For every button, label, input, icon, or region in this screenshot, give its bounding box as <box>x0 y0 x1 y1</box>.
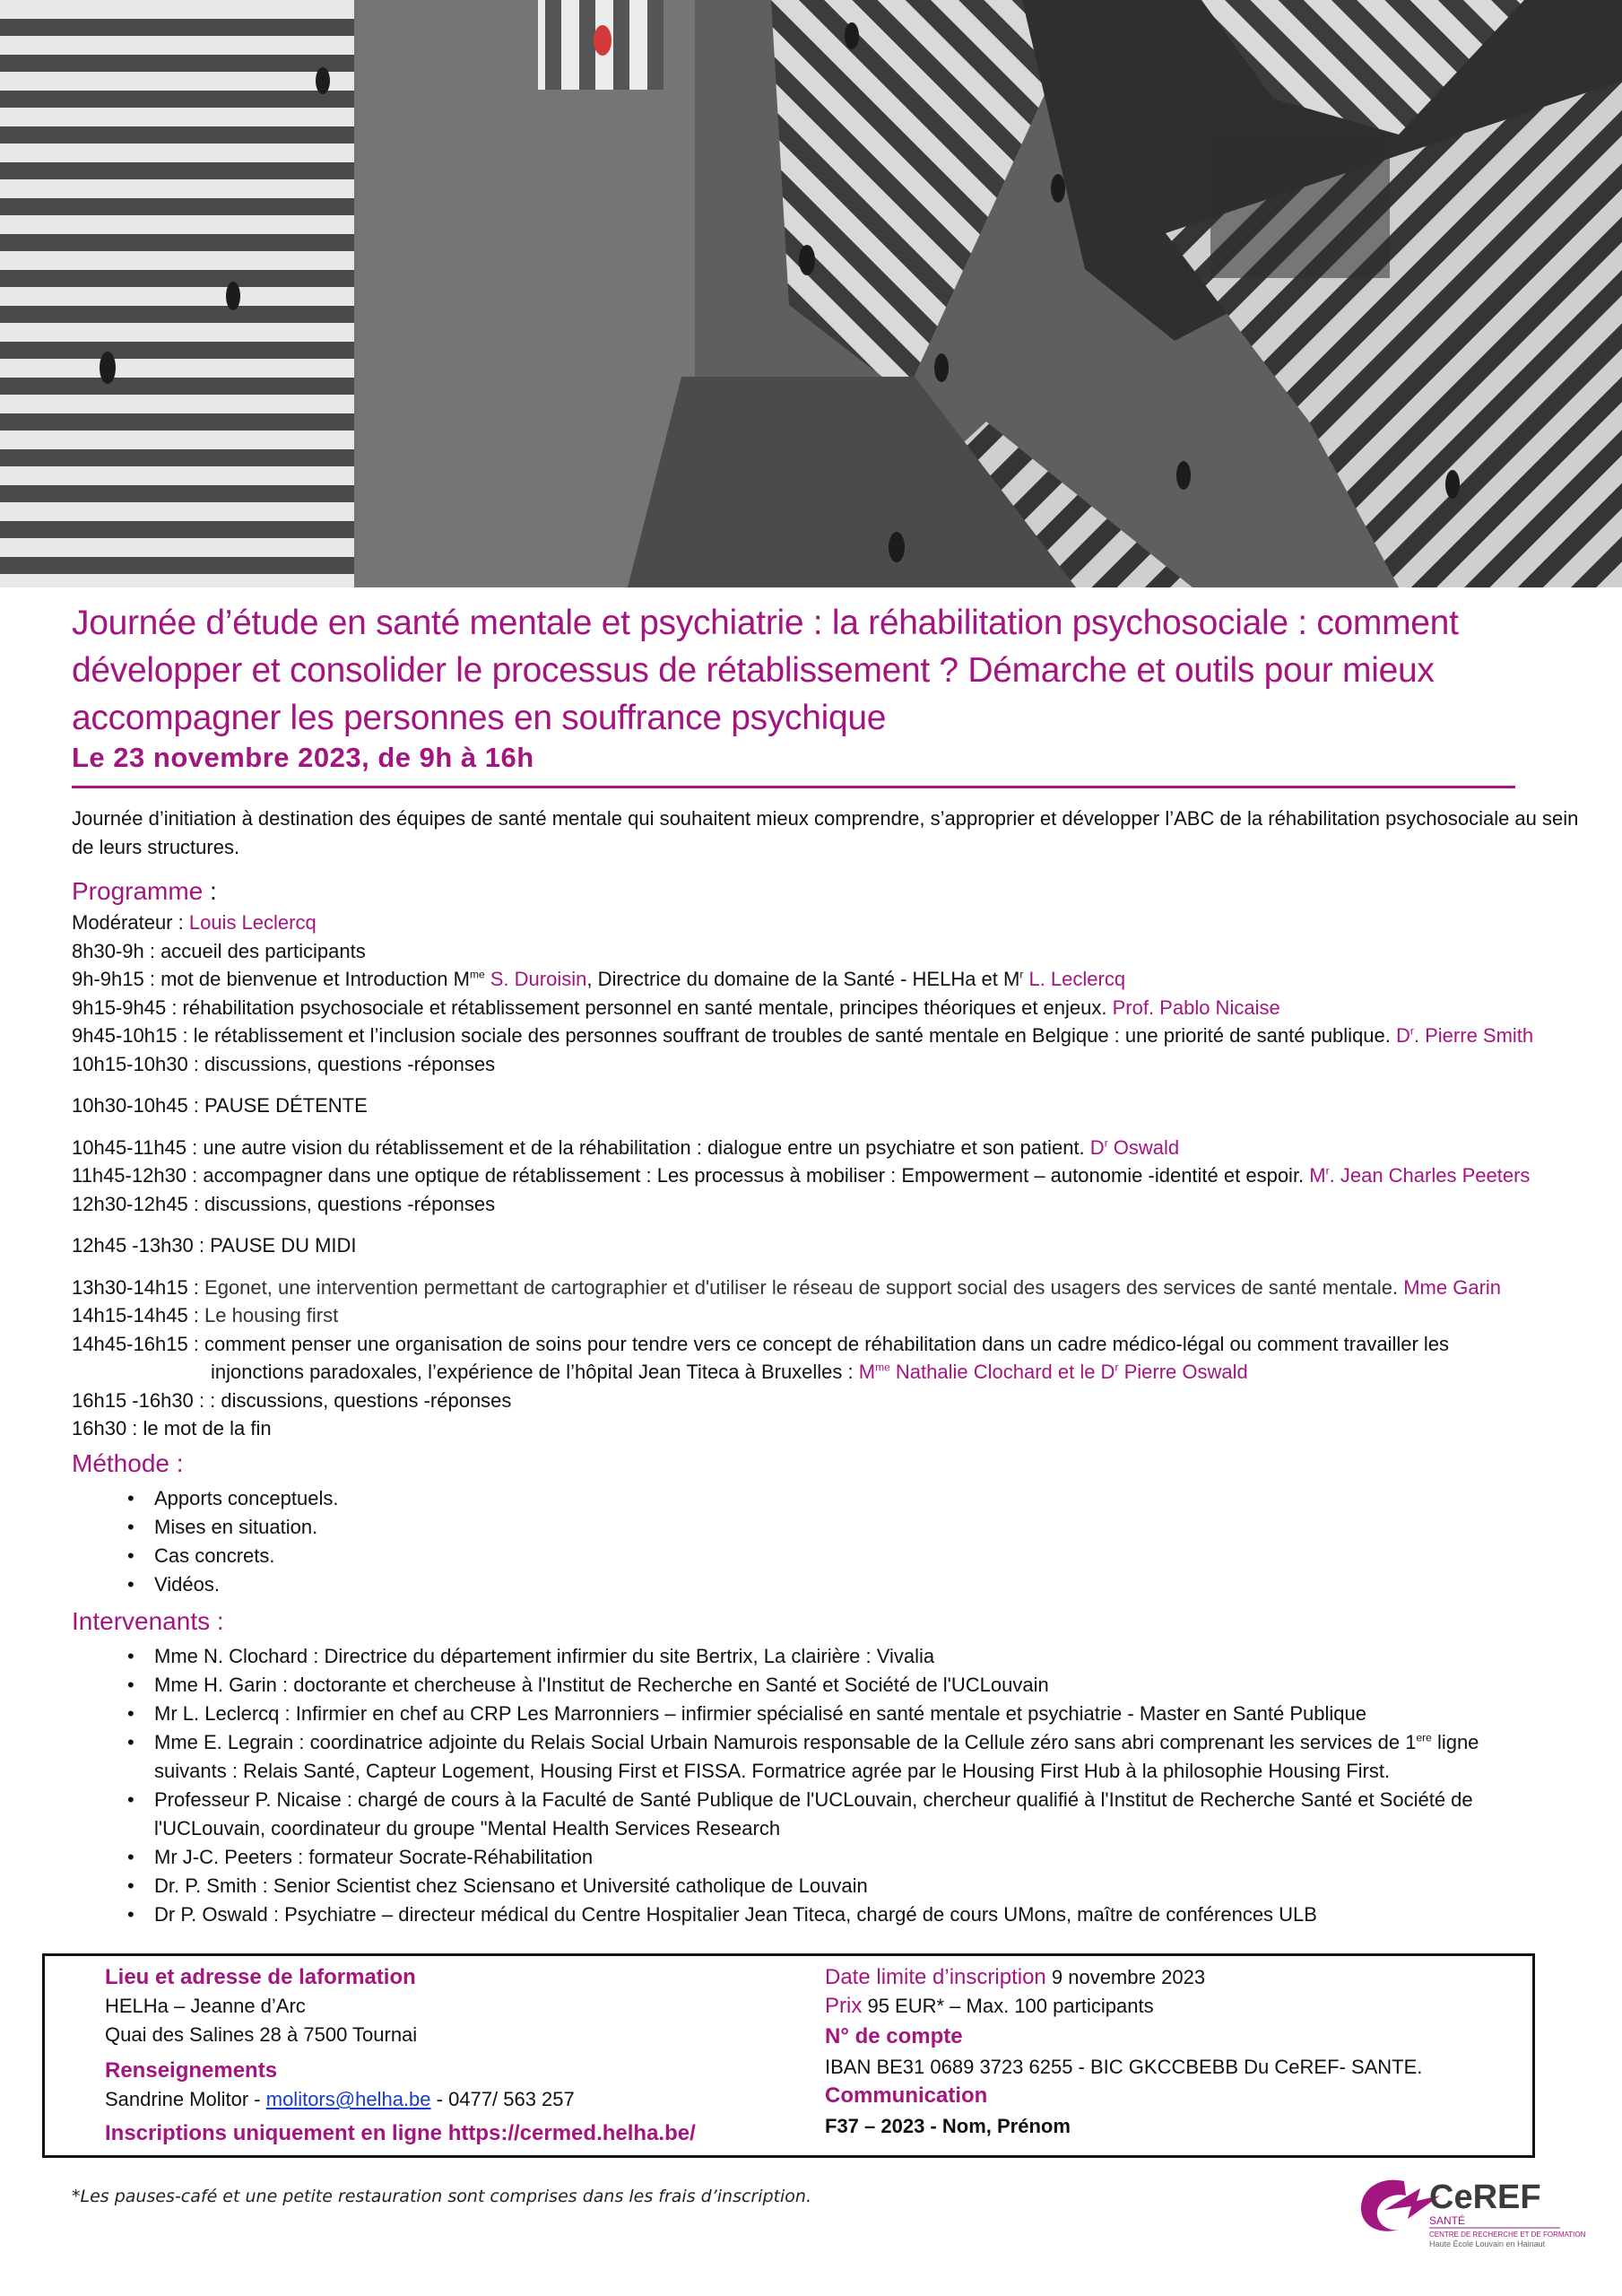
registration-note: Inscriptions uniquement en ligne https://cermed.helha.be/ <box>105 2121 696 2145</box>
email-link[interactable]: molitors@helha.be <box>265 2088 431 2110</box>
logo-wordmark: CeREF <box>1429 2179 1541 2216</box>
list-item: • Dr. P. Smith : Senior Scientist chez Sciensano et Université catholique de Louvain <box>72 1872 1614 1900</box>
list-item: • Mr L. Leclercq : Infirmier en chef au CRP Les Marronniers – infirmier spécialisé en santé mentale et psychiatrie - Master en Santé Publique <box>72 1700 1614 1728</box>
hero-photo-crosswalk <box>0 0 1622 587</box>
list-item: • Mr J-C. Peeters : formateur Socrate-Réhabilitation <box>72 1843 1614 1872</box>
schedule-item: 8h30-9h : accueil des participants <box>72 939 366 962</box>
schedule-item: 12h30-12h45 : discussions, questions -réponses <box>72 1192 496 1215</box>
info-left-column <box>105 1963 786 2148</box>
title-divider <box>72 786 1515 788</box>
communication-label: Communication <box>825 2083 988 2108</box>
communication-value: F37 – 2023 - Nom, Prénom <box>825 2115 1071 2137</box>
venue-line: Quai des Salines 28 à 7500 Tournai <box>105 2023 418 2046</box>
page-title: Journée d’étude en santé mentale et psychiatrie : la réhabilitation psychosociale : comment développer et consolider le processus de rétablissement ? Démarche et outils pour mieux accompagner les personnes en souffrance psychique <box>72 604 1459 737</box>
list-item: • Apports conceptuels. <box>72 1484 1614 1513</box>
list-item: • Cas concrets. <box>72 1542 1614 1570</box>
schedule-item: 9h-9h15 : mot de bienvenue et Introduction $M^{me}$ S. Duroisin, Directrice du domaine de la Santé - HELHa et $M^r$ L. Leclercq <box>72 968 1126 990</box>
contact-line: Sandrine Molitor - molitors@helha.be - 0477/ 563 257 <box>105 2088 575 2110</box>
schedule-item: 13h30-14h15 : Egonet, une intervention permettant de cartographier et d'utiliser le réseau de support social des usagers des services de santé mentale. Mme Garin <box>72 1275 1502 1299</box>
schedule-item: 16h15 -16h30 : : discussions, questions -réponses <box>72 1388 512 1412</box>
info-box <box>42 1953 1535 2158</box>
list-item: • Mme N. Clochard : Directrice du département infirmier du site Bertrix, La clairière : Vivalia <box>72 1642 1614 1671</box>
methode-heading: Méthode : <box>72 1448 184 1477</box>
account-label: N° de compte <box>825 2024 963 2048</box>
event-date: Le 23 novembre 2023, de 9h à 16h <box>72 742 534 773</box>
schedule-item: 9h45-10h15 : le rétablissement et l’inclusion sociale des personnes souffrant de troubles de santé mentale en Belgique : une priorité de santé publique. $D^r$. Pierre Smith <box>72 1024 1534 1047</box>
account-value: IBAN BE31 0689 3723 6255 - BIC GKCCBEBB Du CeREF- SANTE. <box>825 2056 1423 2078</box>
venue-label: Lieu et adresse de laformation <box>105 1965 416 1989</box>
price-line: Prix 95 EUR* – Max. 100 participants <box>825 1994 1154 2018</box>
footnote: *Les pauses-café et une petite restauration sont comprises dans les frais d’inscription. <box>72 2187 811 2206</box>
intervenants-list <box>72 1642 1614 1929</box>
list-item: • Mme H. Garin : doctorante et chercheuse à l'Institut de Recherche en Santé et Société de l'UCLouvain <box>72 1671 1614 1700</box>
intro-paragraph: Journée d’initiation à destination des équipes de santé mentale qui souhaitent mieux comprendre, s’approprier et développer l’ABC de la réhabilitation psychosociale au sein de leurs structures. <box>72 807 1579 858</box>
schedule-item: 9h15-9h45 : réhabilitation psychosociale et rétablissement personnel en santé mentale, principes théoriques et enjeux. Prof. Pablo Nicaise <box>72 996 1280 1019</box>
schedule-break: 10h30-10h45 : PAUSE DÉTENTE <box>72 1094 368 1117</box>
schedule-item: 14h45-16h15 : comment penser une organisation de soins pour tendre vers ce concept de réhabilitation dans un cadre médico-légal ou comment travailler les <box>72 1332 1450 1355</box>
schedule-break: 12h45 -13h30 : PAUSE DU MIDI <box>72 1234 357 1257</box>
logo-sub1: SANTÉ <box>1429 2214 1466 2227</box>
list-item: • Mme E. Legrain : coordinatrice adjointe du Relais Social Urbain Namurois responsable de la Cellule zéro sans abri comprenant les services de 1ere ligne suivants : Relais Santé, Capteur Logement, Housing First et FISSA. Formatrice agrée par le Housing First Hub à la philosophie Housing First. <box>72 1728 1614 1786</box>
intervenants-heading: Intervenants : <box>72 1606 224 1635</box>
programme-section <box>72 874 1614 1935</box>
logo-sub2: CENTRE DE RECHERCHE ET DE FORMATION <box>1429 2231 1586 2239</box>
schedule-item: 10h15-10h30 : discussions, questions -réponses <box>72 1052 496 1075</box>
list-item: • Professeur P. Nicaise : chargé de cours à la Faculté de Santé Publique de l'UCLouvain, chercheur qualifié à l'Institut de Recherche Santé et Société de l'UCLouvain, coordinateur du groupe "Mental Health Services Research <box>72 1786 1614 1843</box>
venue-line: HELHa – Jeanne d’Arc <box>105 1995 306 2017</box>
schedule-item-continued: injonctions paradoxales, l’expérience de l’hôpital Jean Titeca à Bruxelles : $M^{me}$ Nathalie Clochard et le $D^r$ Pierre Oswald <box>211 1361 1248 1383</box>
schedule-item: 10h45-11h45 : une autre vision du rétablissement et de la réhabilitation : dialogue entre un psychiatre et son patient. $D^r$ Oswald <box>72 1135 1180 1159</box>
info-right-column <box>825 1963 1524 2141</box>
moderator-line: Modérateur : Louis Leclercq <box>72 911 317 934</box>
list-item: • Mises en situation. <box>72 1513 1614 1542</box>
ceref-logo <box>1354 2169 1586 2258</box>
schedule-item: 14h15-14h45 : Le housing first <box>72 1304 339 1326</box>
deadline-line: Date limite d’inscription 9 novembre 2023 <box>825 1965 1206 1989</box>
schedule-item: 16h30 : le mot de la fin <box>72 1417 272 1439</box>
schedule-item: 11h45-12h30 : accompagner dans une optique de rétablissement : Les processus à mobiliser : Empowerment – autonomie -identité et espoir. $M^r$. Jean Charles Peeters <box>72 1164 1531 1187</box>
methode-list <box>72 1484 1614 1599</box>
list-item: • Vidéos. <box>72 1570 1614 1599</box>
programme-heading: Programme : <box>72 877 217 905</box>
contact-label: Renseignements <box>105 2058 278 2083</box>
logo-sub3: Haute École Louvain en Hainaut <box>1429 2239 1546 2248</box>
list-item: • Dr P. Oswald : Psychiatre – directeur médical du Centre Hospitalier Jean Titeca, chargé de cours UMons, maître de conférences ULB <box>72 1900 1614 1929</box>
